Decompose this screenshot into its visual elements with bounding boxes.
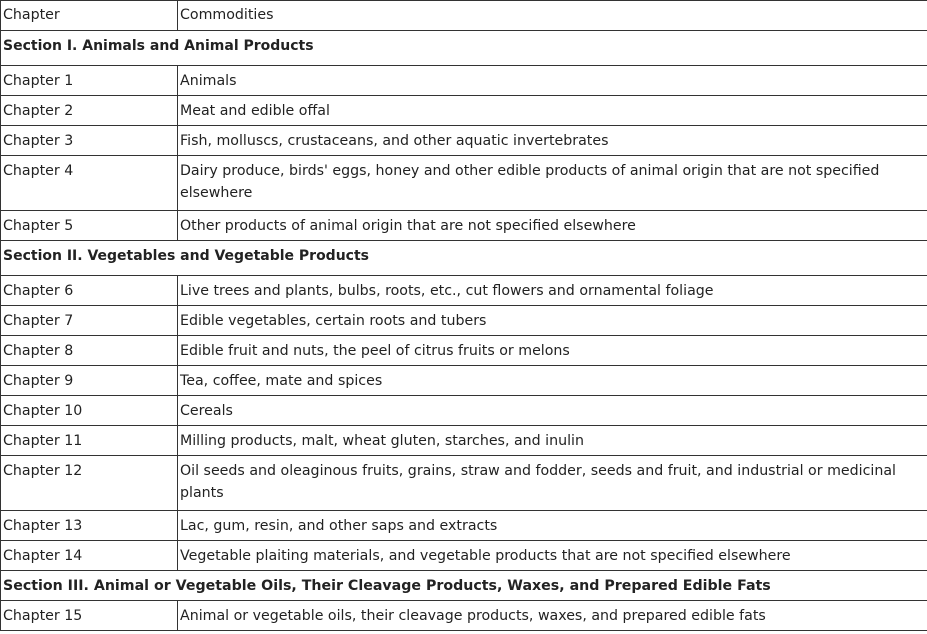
section-row bbox=[1, 31, 927, 66]
table-row bbox=[1, 426, 927, 456]
commodity-cell: Fish, molluscs, crustaceans, and other aquatic invertebrates bbox=[178, 126, 927, 156]
table-row bbox=[1, 336, 927, 366]
chapter-cell: Chapter 15 bbox=[1, 601, 178, 631]
header-commodities: Commodities bbox=[178, 1, 927, 31]
section-title: Section I. Animals and Animal Products bbox=[1, 31, 927, 66]
table-row bbox=[1, 66, 927, 96]
section-title: Section II. Vegetables and Vegetable Products bbox=[1, 241, 927, 276]
section-title: Section III. Animal or Vegetable Oils, Their Cleavage Products, Waxes, and Prepared Edible Fats bbox=[1, 571, 927, 601]
chapter-cell: Chapter 3 bbox=[1, 126, 178, 156]
table-row bbox=[1, 511, 927, 541]
chapter-cell: Chapter 7 bbox=[1, 306, 178, 336]
commodity-cell: Edible vegetables, certain roots and tubers bbox=[178, 306, 927, 336]
chapter-cell: Chapter 6 bbox=[1, 276, 178, 306]
section-row bbox=[1, 571, 927, 601]
table-row bbox=[1, 96, 927, 126]
table-row bbox=[1, 211, 927, 241]
chapter-cell: Chapter 2 bbox=[1, 96, 178, 126]
chapter-cell: Chapter 5 bbox=[1, 211, 178, 241]
commodity-cell: Cereals bbox=[178, 396, 927, 426]
commodity-cell: Milling products, malt, wheat gluten, starches, and inulin bbox=[178, 426, 927, 456]
chapter-cell: Chapter 14 bbox=[1, 541, 178, 571]
table-row bbox=[1, 126, 927, 156]
table-row bbox=[1, 601, 927, 631]
table-row bbox=[1, 306, 927, 336]
chapter-cell: Chapter 4 bbox=[1, 156, 178, 211]
commodity-cell: Meat and edible offal bbox=[178, 96, 927, 126]
commodity-cell: Tea, coffee, mate and spices bbox=[178, 366, 927, 396]
chapter-cell: Chapter 1 bbox=[1, 66, 178, 96]
table-row bbox=[1, 456, 927, 511]
commodity-cell: Live trees and plants, bulbs, roots, etc., cut flowers and ornamental foliage bbox=[178, 276, 927, 306]
commodity-cell: Vegetable plaiting materials, and vegetable products that are not specified elsewhere bbox=[178, 541, 927, 571]
commodity-cell: Dairy produce, birds' eggs, honey and other edible products of animal origin that are not specified elsewhere bbox=[178, 156, 927, 211]
chapter-cell: Chapter 8 bbox=[1, 336, 178, 366]
table-row bbox=[1, 276, 927, 306]
section-row bbox=[1, 241, 927, 276]
chapter-cell: Chapter 11 bbox=[1, 426, 178, 456]
commodity-cell: Animal or vegetable oils, their cleavage products, waxes, and prepared edible fats bbox=[178, 601, 927, 631]
table-row bbox=[1, 541, 927, 571]
commodity-cell: Animals bbox=[178, 66, 927, 96]
chapter-cell: Chapter 12 bbox=[1, 456, 178, 511]
commodity-cell: Other products of animal origin that are not specified elsewhere bbox=[178, 211, 927, 241]
commodity-cell: Edible fruit and nuts, the peel of citrus fruits or melons bbox=[178, 336, 927, 366]
chapter-cell: Chapter 10 bbox=[1, 396, 178, 426]
header-chapter: Chapter bbox=[1, 1, 178, 31]
table-row bbox=[1, 156, 927, 211]
commodity-cell: Oil seeds and oleaginous fruits, grains, straw and fodder, seeds and fruit, and industrial or medicinal plants bbox=[178, 456, 927, 511]
table-row bbox=[1, 366, 927, 396]
chapter-cell: Chapter 9 bbox=[1, 366, 178, 396]
commodity-cell: Lac, gum, resin, and other saps and extracts bbox=[178, 511, 927, 541]
table-header-row bbox=[1, 1, 927, 31]
table-row bbox=[1, 396, 927, 426]
chapter-cell: Chapter 13 bbox=[1, 511, 178, 541]
